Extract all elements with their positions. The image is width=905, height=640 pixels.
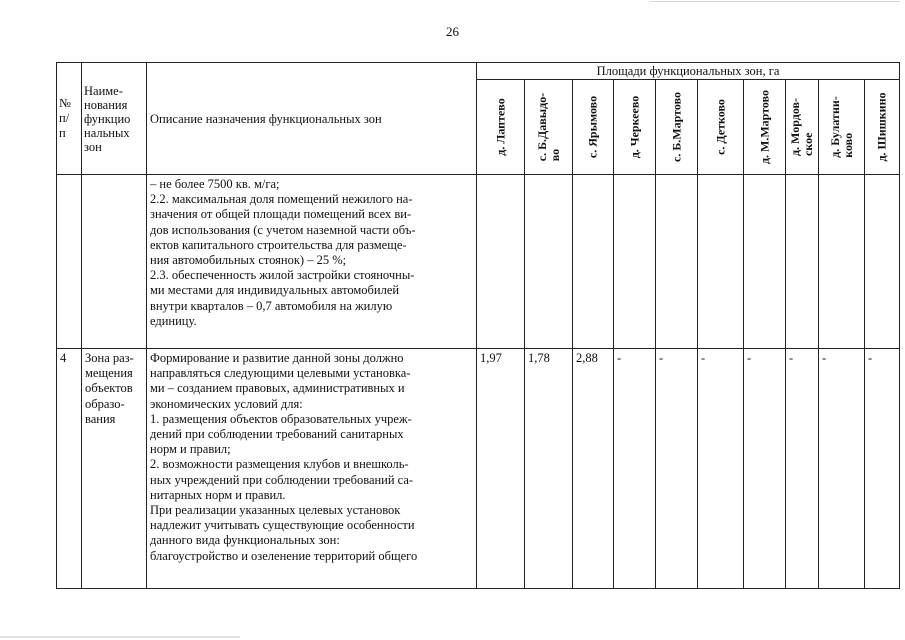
header-settlement: д. Мордов- ское: [786, 80, 819, 175]
header-settlement: с. Б.Давыдо- во: [525, 80, 573, 175]
cell-value: [656, 175, 698, 349]
scan-artifact-bottom: [0, 636, 240, 638]
header-settlement: д. М.Мартово: [744, 80, 786, 175]
cell-value: [819, 175, 865, 349]
table-row-continuation: [57, 175, 900, 349]
header-number: № п/ п: [57, 63, 82, 175]
cell-number-empty: [57, 175, 82, 349]
cell-description: – не более 7500 кв. м/га; 2.2. максимальная доля помещений нежилого на- значения от общей площади помещений всех ви- дов использования (с учетом наземной части объ- ектов капитального строительства для размеще- ния автомобильных стоянок) – 25 %; 2.3. обеспеченность жилой застройки стояночны- ми местами для индивидуальных автомобилей внутри кварталов – 0,7 автомобиля на жилую единицу.: [147, 175, 477, 349]
cell-value-cherkeevo: -: [614, 349, 656, 589]
header-zone-name: Наиме- нования функцио нальных зон: [82, 63, 147, 175]
cell-value-detkovo: -: [698, 349, 744, 589]
header-settlement: д. Черкеево: [614, 80, 656, 175]
cell-value-b-davydovo: 1,78: [525, 349, 573, 589]
header-settlement: с. Ярымово: [573, 80, 614, 175]
cell-value-shishkino: -: [865, 349, 900, 589]
cell-value: [477, 175, 525, 349]
table-header-row: [57, 63, 900, 80]
cell-description: Формирование и развитие данной зоны должно направляться следующими целевыми установка- ми – созданием правовых, административных и экономических условий для: 1. размещения объектов образовательных учреж- дений при соблюдении требований санитарных норм и правил; 2. возможности размещения клубов и внешколь- ных учреждений при соблюдении требований са- нитарных норм и правил. При реализации указанных целевых установок надлежит учитывать существующие особенности данного вида функциональных зон: благоустройство и озеленение территорий общего: [147, 349, 477, 589]
cell-value-bulatnikovo: -: [819, 349, 865, 589]
cell-value: [573, 175, 614, 349]
cell-value-mordovskoe: -: [786, 349, 819, 589]
table-row-4: [57, 349, 900, 589]
header-settlement: д. Шишкино: [865, 80, 900, 175]
cell-number: 4: [57, 349, 82, 589]
header-areas: Площади функциональных зон, га: [477, 63, 900, 80]
cell-value-laptevo: 1,97: [477, 349, 525, 589]
cell-value: [786, 175, 819, 349]
cell-value: [525, 175, 573, 349]
page-number: 26: [446, 24, 459, 39]
header-settlement: д. Булатни- ково: [819, 80, 865, 175]
cell-name-empty: [82, 175, 147, 349]
cell-value-m-martovo: -: [744, 349, 786, 589]
cell-zone-name: Зона раз- мещения объектов образо- вания: [82, 349, 147, 589]
header-settlement: с. Детково: [698, 80, 744, 175]
header-settlement: д. Лаптево: [477, 80, 525, 175]
cell-value-b-martovo: -: [656, 349, 698, 589]
cell-value: [865, 175, 900, 349]
functional-zones-table: [56, 62, 900, 589]
cell-value: [698, 175, 744, 349]
cell-value: [614, 175, 656, 349]
header-settlement: с. Б.Мартово: [656, 80, 698, 175]
cell-value: [744, 175, 786, 349]
scan-artifact-top: [650, 1, 900, 2]
header-description: Описание назначения функциональных зон: [147, 63, 477, 175]
cell-value-yarymovo: 2,88: [573, 349, 614, 589]
